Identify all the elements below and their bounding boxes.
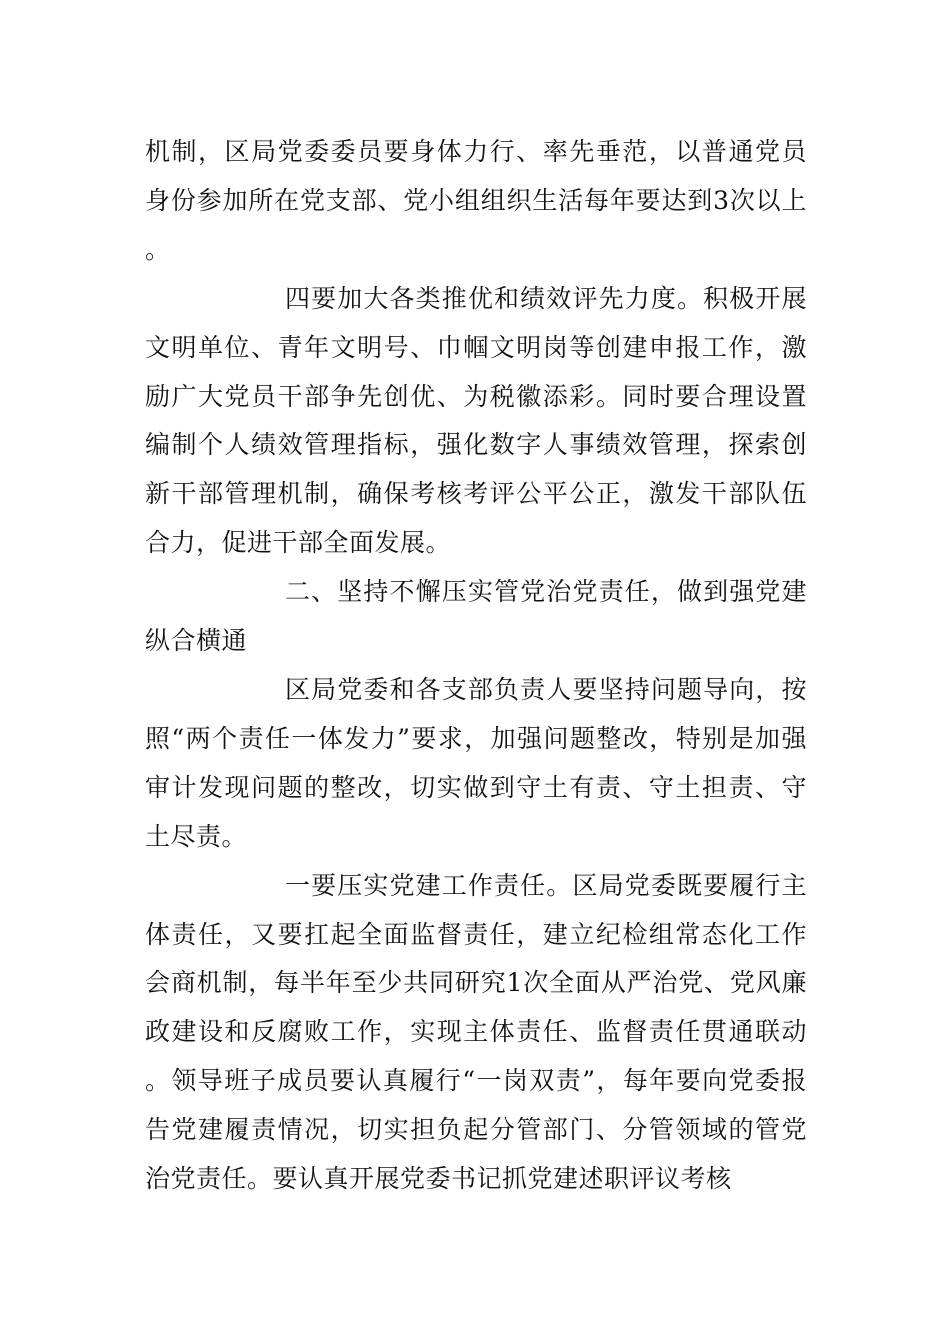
document-body: [145, 128, 807, 1204]
paragraph-section-intro: 区局党委和各支部负责人要坚持问题导向，按照“两个责任一体发力”要求，加强问题整改，特别是加强审计发现问题的整改，切实做到守土有责、守土担责、守土尽责。: [145, 674, 807, 851]
paragraph-continuation: 机制，区局党委委员要身体力行、率先垂范，以普通党员身份参加所在党支部、党小组组织生活每年要达到3次以上。: [145, 137, 807, 264]
paragraph-item-one: 一要压实党建工作责任。区局党委既要履行主体责任，又要扛起全面监督责任，建立纪检组常态化工作会商机制，每半年至少共同研究1次全面从严治党、党风廉政建设和反腐败工作，实现主体责任、监督责任贯通联动。领导班子成员要认真履行“一岗双责”，每年要向党委报告党建履责情况，切实担负起分管部门、分管领域的管党治党责任。要认真开展党委书记抓党建述职评议考核: [145, 870, 807, 1194]
paragraph-item-four: 四要加大各类推优和绩效评先力度。积极开展文明单位、青年文明号、巾帼文明岗等创建申报工作，激励广大党员干部争先创优、为税徽添彩。同时要合理设置编制个人绩效管理指标，强化数字人事绩效管理，探索创新干部管理机制，确保考核考评公平公正，激发干部队伍合力，促进干部全面发展。: [145, 283, 807, 558]
section-heading-two: 二、坚持不懈压实管党治党责任，做到强党建纵合横通: [145, 577, 807, 656]
